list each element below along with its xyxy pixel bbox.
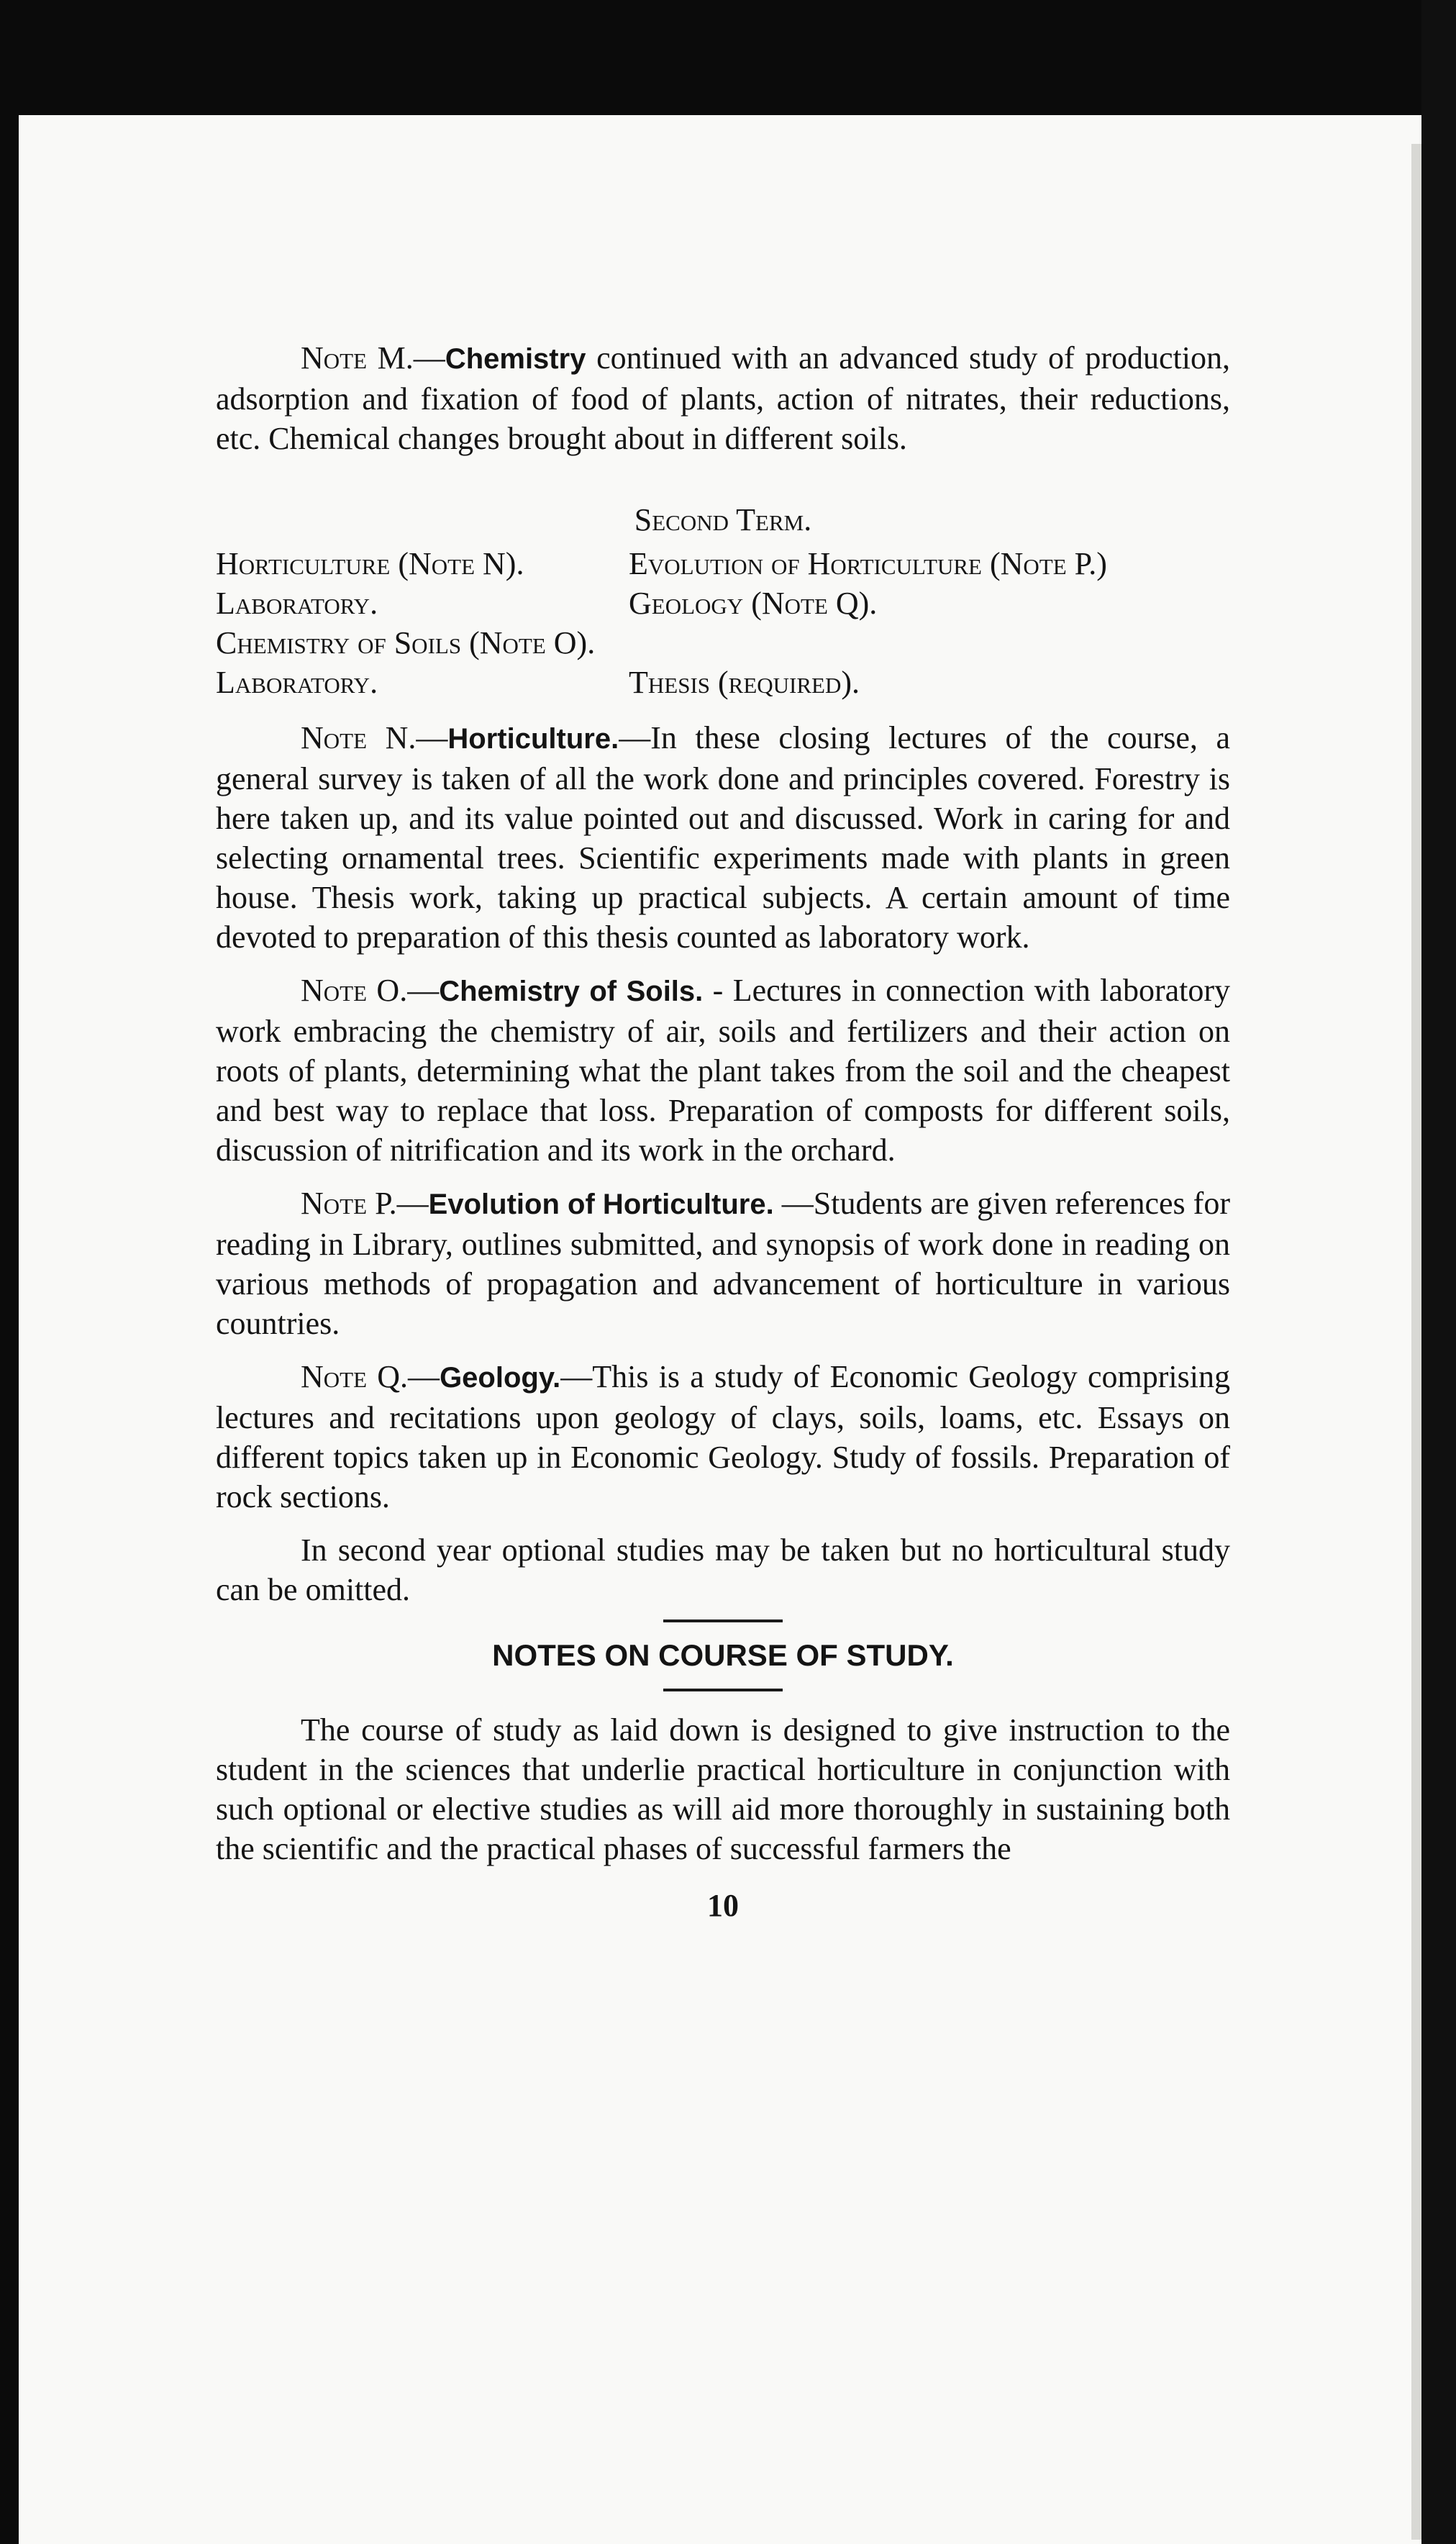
notes-section-title: NOTES ON COURSE OF STUDY. <box>492 1638 954 1672</box>
note-m-text: continued with an advanced study of production, adsorption and fixation of food of plants, action of nitrates, their reductions, etc. Chemical changes brought about in different soils. <box>216 340 1230 456</box>
note-p-label: Note P.— <box>301 1186 429 1221</box>
note-m-label: Note M.— <box>301 340 445 376</box>
note-p-subject: Evolution of Horticulture. <box>428 1189 774 1220</box>
note-n-paragraph <box>216 718 1230 957</box>
note-n-subject: Horticulture. <box>447 723 619 755</box>
note-q-subject: Geology. <box>440 1362 561 1394</box>
note-n-label: Note N.— <box>301 720 448 755</box>
second-term-heading: Second Term. <box>634 502 812 537</box>
note-o-label: Note O.— <box>301 973 440 1008</box>
note-q-label: Note Q.— <box>301 1359 440 1394</box>
schedule-item <box>629 623 1230 663</box>
note-m-subject: Chemistry <box>445 343 586 375</box>
divider-top <box>663 1619 783 1622</box>
page-edge <box>1411 144 1421 2540</box>
schedule-item: Geology (Note Q). <box>629 586 878 621</box>
schedule-item: Evolution of Horticulture (Note P.) <box>629 546 1107 581</box>
schedule-item: Laboratory. <box>216 586 378 621</box>
optional-studies-paragraph: In second year optional studies may be taken but no horticultural study can be omitted. <box>216 1532 1230 1607</box>
note-p-text: —Students are given references for reading in Library, outlines submitted, and synopsis of work done in reading on various methods of propagation and advancement of horticulture in various countries. <box>216 1186 1230 1341</box>
scan-border <box>1421 0 1456 2544</box>
notes-section-paragraph: The course of study as laid down is designed to give instruction to the student in the sciences that underlie practical horticulture in conjunction with such optional or elective studies as will aid more thoroughly in sustaining both the scientific and the practical phases of successful farmers the <box>216 1712 1230 1866</box>
note-n-text: —In these closing lectures of the course, a general survey is taken of all the work done and principles covered. Forestry is here taken up, and its value pointed out and discussed. Work in caring for and selecting ornamental trees. Scientific experiments made with plants in green house. Thesis work, taking up practical subjects. A certain amount of time devoted to preparation of this thesis counted as laboratory work. <box>216 720 1230 955</box>
schedule-item: Horticulture (Note N). <box>216 546 524 581</box>
note-q-paragraph <box>216 1357 1230 1517</box>
note-o-paragraph <box>216 971 1230 1170</box>
second-term-schedule <box>216 544 1230 702</box>
note-p-paragraph <box>216 1184 1230 1343</box>
page-number: 10 <box>707 1888 739 1923</box>
note-m-paragraph <box>216 338 1230 458</box>
note-o-text: - Lectures in connection with laboratory work embracing the chemistry of air, soils and fertilizers and their action on roots of plants, determining what the plant takes from the soil and the cheapest and best way to replace that loss. Preparation of composts for different soils, discussion of nitrification and its work in the orchard. <box>216 973 1230 1168</box>
note-q-text: —This is a study of Economic Geology comprising lectures and recitations upon geology of clays, soils, loams, etc. Essays on different topics taken up in Economic Geology. Study of fossils. Preparation of rock sections. <box>216 1359 1230 1514</box>
divider-bottom <box>663 1689 783 1691</box>
schedule-item: Chemistry of Soils (Note O). <box>216 625 596 660</box>
page-content <box>216 338 1230 1925</box>
note-o-subject: Chemistry of Soils. <box>439 976 704 1007</box>
schedule-item: Thesis (required). <box>629 665 860 700</box>
schedule-item: Laboratory. <box>216 665 378 700</box>
